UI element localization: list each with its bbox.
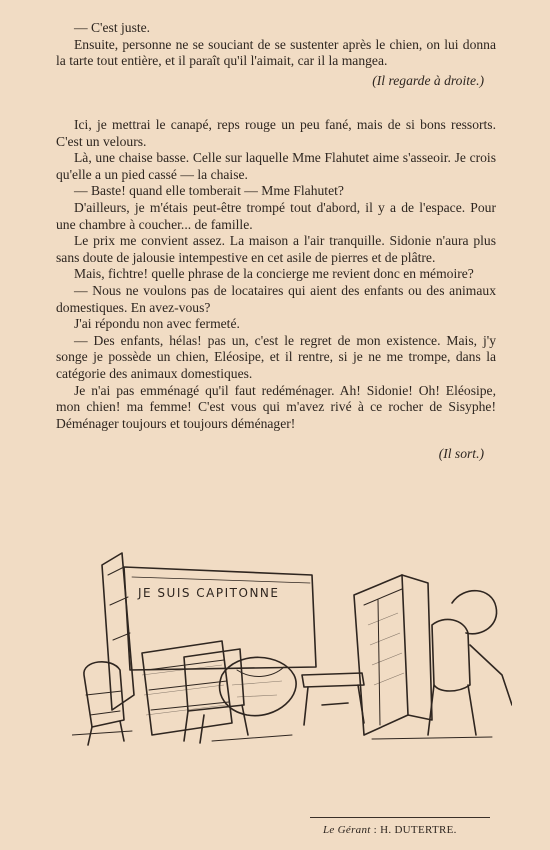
paragraph: Le prix me convient assez. La maison a l'air tranquille. Sidonie n'aura plus sans doute de jalousie intempestive en cet asile de pierres et de plâtre. — [56, 233, 496, 265]
paragraph: J'ai répondu non avec fermeté. — [74, 316, 240, 332]
paragraph: — Des enfants, hélas! pas un, c'est le regret de mon existence. Mais, j'y songe je possède un chien, Eléosipe, et il rentre, si je ne me trompe, dans la catégorie des animaux domestiques. — [56, 332, 496, 381]
paragraph: — Baste! quand elle tomberait — Mme Flahutet? — [74, 183, 344, 199]
paragraph: Je n'ai pas emménagé qu'il faut redéménager. Ah! Sidonie! Oh! Eléosipe, mon chien! ma femme! C'est vous qui m'avez rivé à ce rocher de Sisyphe! Déménager toujours et toujours déménager! — [56, 382, 496, 431]
footer-separator: : — [370, 824, 381, 836]
stage-direction: (Il regarde à droite.) — [372, 72, 484, 88]
paragraph: D'ailleurs, je m'étais peut-être trompé tout d'abord, il y a de l'espace. Pour une chambre à coucher... de famille. — [56, 199, 496, 232]
footer-name: H. DUTERTRE. — [380, 824, 457, 836]
paragraph: — Nous ne voulons pas de locataires qui aient des enfants ou des animaux domestiques. En avez-vous? — [56, 282, 496, 315]
paragraph: Là, une chaise basse. Celle sur laquelle Mme Flahutet aime s'asseoir. Je crois qu'elle a un pied cassé — la chaise. — [56, 150, 496, 182]
paragraph: Mais, fichtre! quelle phrase de la concierge me revient donc en mémoire? — [74, 266, 474, 282]
paragraph: Ensuite, personne ne se souciant de se sustenter après le chien, on lui donna la tarte tout entière, et il paraît qu'il l'aimait, car il la mangea. — [56, 36, 496, 69]
footer-signature — [323, 824, 457, 836]
text-block-top — [56, 20, 496, 89]
furniture-illustration — [72, 545, 512, 750]
text-block-main — [56, 117, 496, 463]
paragraph: Ici, je mettrai le canapé, reps rouge un peu fané, mais de si bons ressorts. C'est un velours. — [56, 117, 496, 149]
sign-text: JE SUIS CAPITONNE — [138, 586, 280, 600]
stage-direction: (Il sort.) — [438, 446, 484, 462]
footer-role: Le Gérant — [323, 824, 371, 836]
footer-rule — [310, 817, 490, 818]
dialogue-line: — C'est juste. — [74, 20, 151, 35]
